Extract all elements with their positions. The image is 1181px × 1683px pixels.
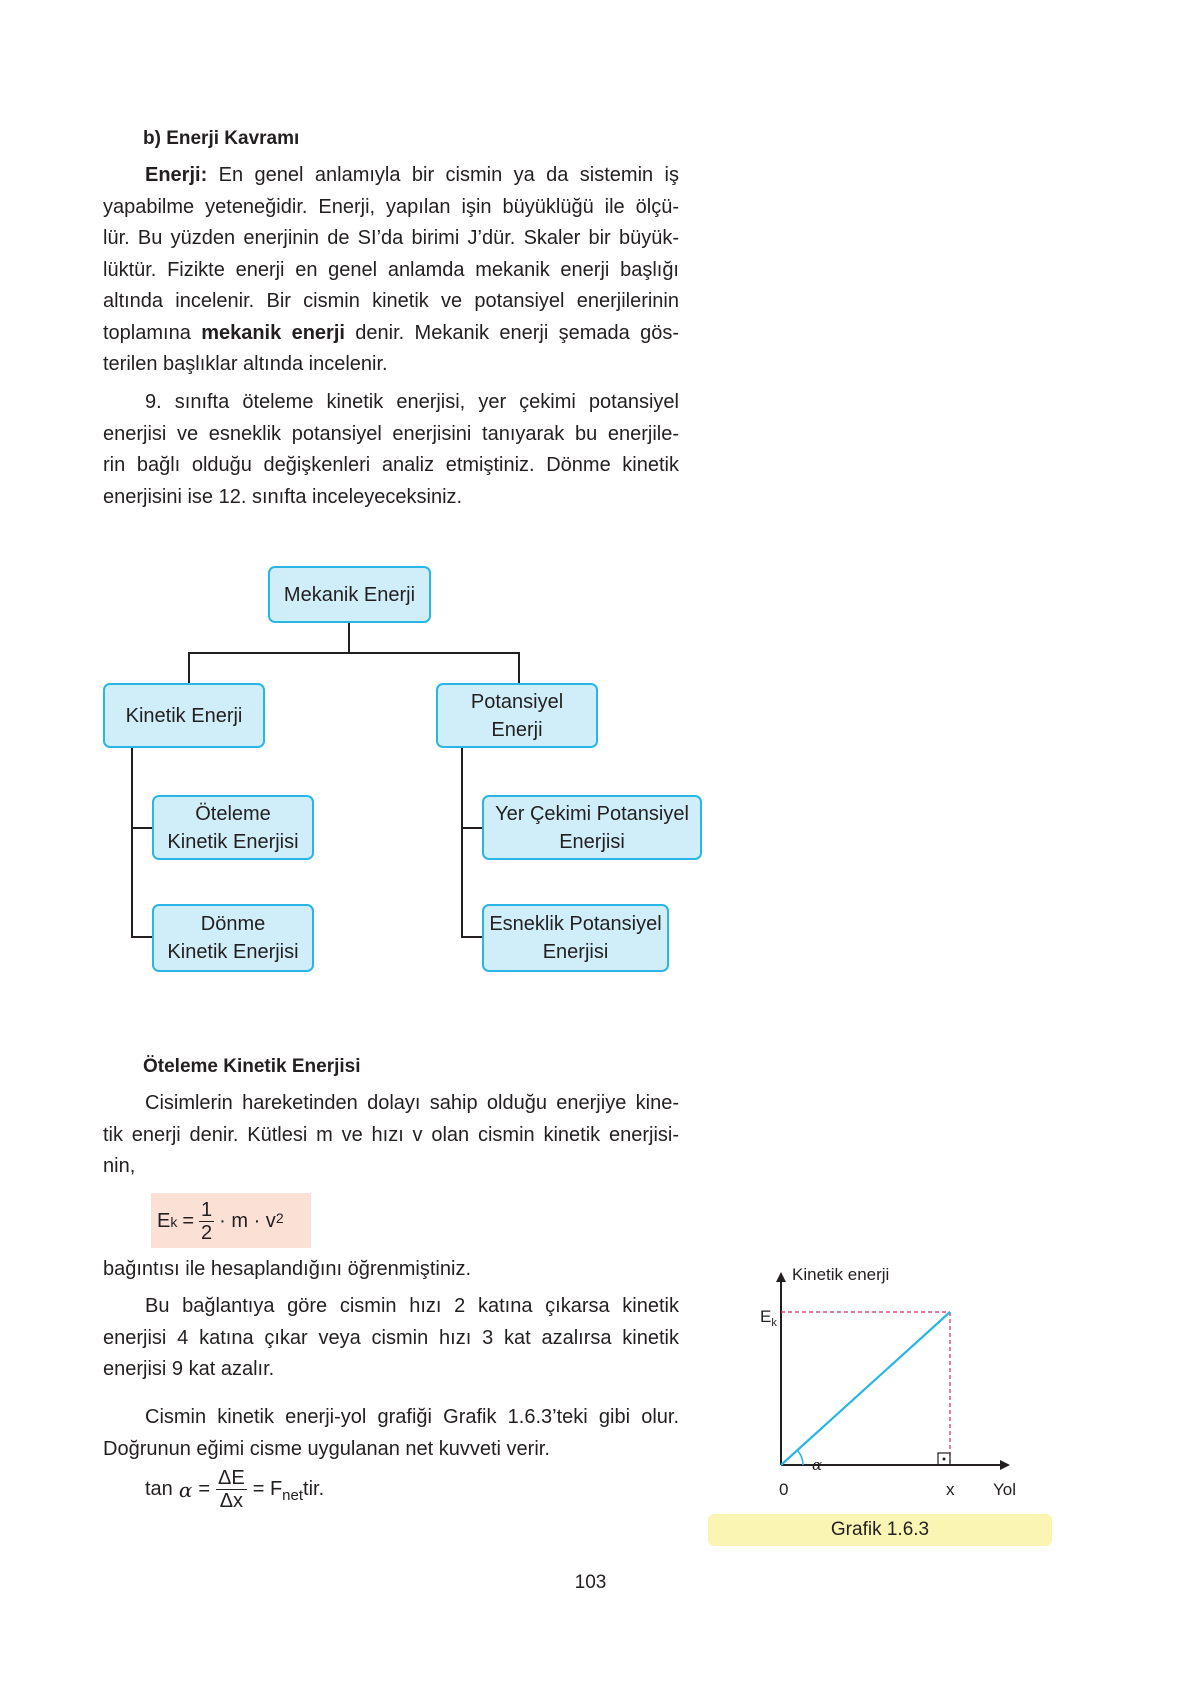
paragraph-speed-scaling: Bu bağlantıya göre cismin hızı 2 katına çıkarsa kinetik enerjisi 4 katına çıkar veya cismin hızı 3 kat azalırsa kinetik enerjisi 9 kat azalır. xyxy=(103,1295,679,1380)
connector-to-elastic xyxy=(461,936,483,938)
paragraph-graph-description: Cismin kinetik enerji-yol grafiği Grafik 1.6.3’teki gibi olur. Doğrunun eğimi cisme uygulanan net kuvveti verir. xyxy=(103,1406,679,1460)
x-axis-arrow xyxy=(1000,1460,1010,1470)
paragraph-formula-note: bağıntısı ile hesaplandığını öğrenmiştiniz. xyxy=(103,1258,471,1280)
angle-arc xyxy=(797,1450,803,1465)
term-energy: Enerji: xyxy=(145,164,208,186)
connector-to-translational xyxy=(131,827,153,829)
series-line xyxy=(781,1312,950,1465)
connector-to-rotational xyxy=(131,936,153,938)
section-heading-translational-kinetic: Öteleme Kinetik Enerjisi xyxy=(143,1056,361,1077)
connector-root-horizontal xyxy=(188,652,520,654)
fraction-one-half: $\frac{1}{2}$ xyxy=(201,1199,213,1244)
x-axis-label: Yol xyxy=(993,1480,1017,1499)
box-rotational-kinetic: Dönme Kinetik Enerjisi xyxy=(152,904,314,972)
connector-potential-trunk xyxy=(461,748,463,938)
slope-formula: tan α = $\frac{\Delta E}{\Delta x}$ = F $_{net}$ tir. xyxy=(145,1467,325,1512)
box-potential-energy: Potansiyel Enerji xyxy=(436,683,598,748)
fraction-delta-e-over-delta-x: $\frac{\Delta E}{\Delta x}$ xyxy=(218,1467,245,1512)
box-mechanical-energy: Mekanik Enerji xyxy=(268,566,431,623)
box-kinetic-energy: Kinetik Enerji xyxy=(103,683,265,748)
term-mechanical-energy: mekanik enerji xyxy=(201,321,345,344)
paragraph-energy-definition: Enerji: En genel anlamıyla bir cismin ya da sistemin iş yapabilme yeteneğidir. Enerji, yapılan işin büyüklüğü ile ölçü- lür. Bu yüzden enerjinin de SI’da birimi J’dür. Skaler bir büyük- lüktür. Fizikte enerji en genel anlamda mekanik enerji başlığı altında incelenir. Bir cismin kinetik ve potansiyel enerjilerinin toplamına mekanik enerji denir. Mekanik enerji şemada gös- terilen başlıklar altında incelenir. xyxy=(103,164,680,375)
connector-to-potential xyxy=(518,652,520,683)
x-tick-zero: 0 xyxy=(779,1480,789,1499)
page-number: 103 xyxy=(574,1572,607,1593)
x-tick-x: x xyxy=(946,1480,955,1499)
connector-to-kinetic xyxy=(188,652,190,683)
graph-caption: Grafik 1.6.3 xyxy=(708,1514,1052,1546)
y-axis-label: Kinetik enerji xyxy=(792,1265,890,1284)
y-axis-arrow xyxy=(776,1272,786,1282)
connector-root-down xyxy=(348,623,350,653)
angle-alpha-label: α xyxy=(812,1456,823,1474)
kinetic-energy-graph xyxy=(730,1260,1050,1500)
kinetic-energy-formula: E k = $\frac{1}{2}$ · m · v $^2$ xyxy=(151,1193,311,1248)
connector-to-gravity xyxy=(461,827,483,829)
connector-kinetic-trunk xyxy=(131,748,133,938)
right-angle-dot xyxy=(943,1458,946,1461)
box-gravitational-potential: Yer Çekimi Potansiyel Enerjisi xyxy=(482,795,702,860)
y-tick-ek: $E_k$ xyxy=(760,1307,777,1329)
paragraph-kinetic-definition: Cisimlerin hareketinden dolayı sahip olduğu enerjiye kine- tik enerji denir. Kütlesi m ve hızı v olan cismin kinetik enerjisi- nin, xyxy=(103,1092,679,1177)
section-heading-energy-concept: b) Enerji Kavramı xyxy=(143,128,300,149)
box-translational-kinetic: Öteleme Kinetik Enerjisi xyxy=(152,795,314,860)
box-elastic-potential: Esneklik Potansiyel Enerjisi xyxy=(482,904,669,972)
paragraph-grade-9-review: 9. sınıfta öteleme kinetik enerjisi, yer çekimi potansiyel enerjisi ve esneklik potansiyel enerjisini tanıyarak bu enerjile- rin bağlı olduğu değişkenleri analiz etmiştiniz. Dönme kinetik enerjisini ise 12. sınıfta inceleyeceksiniz. xyxy=(103,391,679,508)
